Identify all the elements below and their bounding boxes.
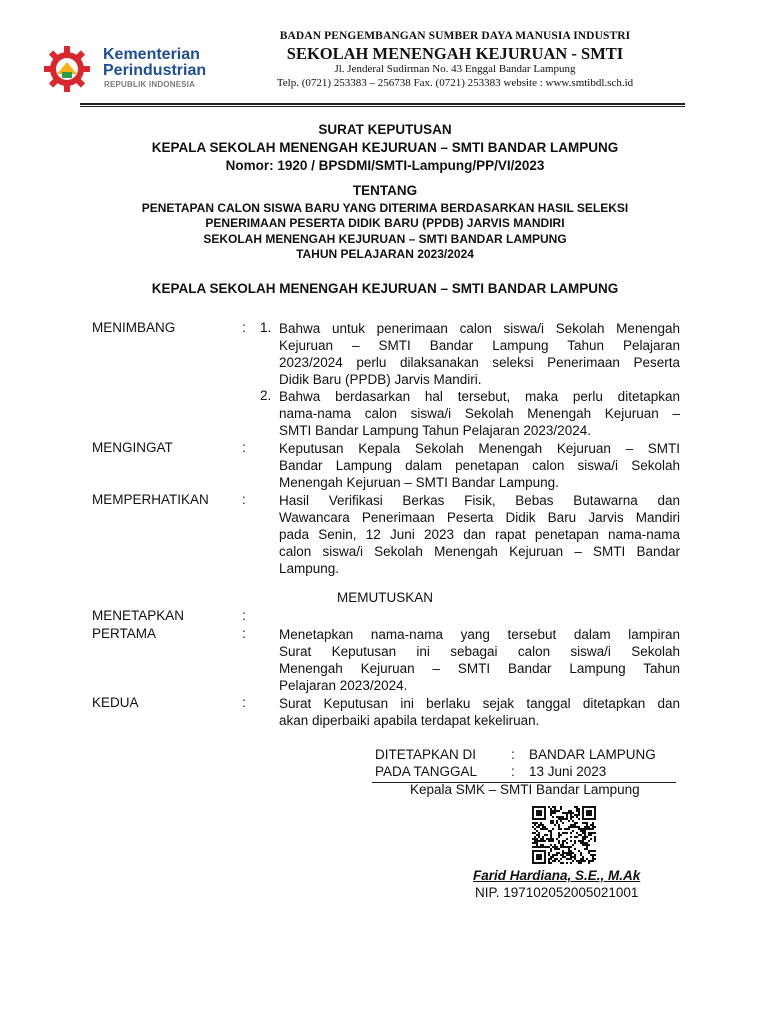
- noting-label: MEMPERHATIKAN: [92, 492, 209, 507]
- document-issuer: KEPALA SEKOLAH MENENGAH KEJURUAN – SMTI BANDAR LAMPUNG: [151, 140, 619, 155]
- signer-position: Kepala SMK – SMTI Bandar Lampung: [410, 782, 640, 797]
- noting-line: Hasil Verifikasi Berkas Fisik, Bebas Butawarna dan: [279, 493, 680, 508]
- decide-heading: [0, 590, 770, 605]
- second-line: akan diperbaiki apabila terdapat kekeliruan.: [279, 713, 540, 728]
- considering-point-2-line: SMTI Bandar Lampung Tahun Pelajaran 2023/2024.: [279, 423, 591, 438]
- about-line-3: SEKOLAH MENENGAH KEJURUAN – SMTI BANDAR LAMPUNG: [203, 232, 567, 246]
- set-at-colon: :: [511, 747, 515, 762]
- first-colon: :: [242, 626, 246, 641]
- school-contact: Telp. (0721) 253383 – 256738 Fax. (0721) 253383 website : www.smtibdl.sch.id: [276, 77, 634, 89]
- noting-line: Wawancara Penerimaan Peserta Didik Baru Jarvis Mandiri: [279, 510, 680, 525]
- noting-line: calon siswa/i Sekolah Menengah Kejuruan – SMTI Bandar: [279, 544, 680, 559]
- about-line-1: PENETAPAN CALON SISWA BARU YANG DITERIMA BERDASARKAN HASIL SELEKSI: [141, 201, 629, 215]
- date-value: 13 Juni 2023: [529, 764, 607, 779]
- date-colon: :: [511, 764, 515, 779]
- considering-point-1-line: 2023/2024 perlu dilaksanakan seleksi Penerimaan Peserta: [279, 355, 680, 370]
- about-line-4: TAHUN PELAJARAN 2023/2024: [296, 247, 474, 261]
- set-at-label: DITETAPKAN DI: [375, 747, 477, 762]
- set-at-value: BANDAR LAMPUNG: [529, 747, 656, 762]
- letterhead-rule-thin: [80, 106, 685, 107]
- first-line: Pelajaran 2023/2024.: [279, 678, 408, 693]
- noting-line: Lampung.: [279, 561, 340, 576]
- first-line: Menetapkan nama-nama yang tersebut dalam lampiran: [279, 627, 680, 642]
- considering-point-1-line: Bahwa untuk penerimaan calon siswa/i Sekolah Menengah: [279, 321, 680, 336]
- remembering-line: Menengah Kejuruan – SMTI Bandar Lampung.: [279, 475, 559, 490]
- considering-point-2-line: nama-nama calon siswa/i Sekolah Menengah Kejuruan –: [279, 406, 680, 421]
- considering-point-2-line: Bahwa berdasarkan hal tersebut, maka perlu ditetapkan: [279, 389, 680, 404]
- second-label: KEDUA: [92, 695, 139, 710]
- remembering-line: Bandar Lampung dalam penetapan calon siswa/i Sekolah: [279, 458, 680, 473]
- agency-name: BADAN PENGEMBANGAN SUMBER DAYA MANUSIA INDUSTRI: [279, 30, 631, 42]
- considering-point-1-line: Kejuruan – SMTI Bandar Lampung Tahun Pelajaran: [279, 338, 680, 353]
- establish-colon: :: [242, 608, 246, 623]
- considering-number-1: 1.: [260, 320, 272, 335]
- establish-label: MENETAPKAN: [92, 608, 185, 623]
- authority-heading: KEPALA SEKOLAH MENENGAH KEJURUAN – SMTI BANDAR LAMPUNG: [151, 281, 619, 296]
- first-line: Surat Keputusan ini sebagai calon siswa/i Sekolah: [279, 644, 680, 659]
- first-line: Menengah Kejuruan – SMTI Bandar Lampung Tahun: [279, 661, 680, 676]
- considering-point-1-line: Didik Baru (PPDB) Jarvis Mandiri.: [279, 372, 482, 387]
- decide-heading-text: MEMUTUSKAN: [336, 590, 433, 605]
- first-label: PERTAMA: [92, 626, 157, 641]
- considering-label: MENIMBANG: [92, 320, 176, 335]
- date-label: PADA TANGGAL: [375, 764, 478, 779]
- logo-text-republik: REPUBLIK INDONESIA: [104, 80, 196, 89]
- qr-code-icon: [532, 806, 596, 864]
- noting-line: pada Senin, 12 Juni 2023 dan rapat penetapan nama-nama: [279, 527, 680, 542]
- logo-text-perindustrian: Perindustrian: [103, 62, 207, 79]
- remembering-line: Keputusan Kepala Sekolah Menengah Kejuruan – SMTI: [279, 441, 680, 456]
- remembering-label: MENGINGAT: [92, 440, 173, 455]
- second-colon: :: [242, 695, 246, 710]
- second-line: Surat Keputusan ini berlaku sejak tanggal ditetapkan dan: [279, 696, 680, 711]
- considering-number-2: 2.: [260, 388, 272, 403]
- signer-name: Farid Hardiana, S.E., M.Ak: [473, 868, 641, 883]
- considering-colon: :: [242, 320, 246, 335]
- remembering-colon: :: [242, 440, 246, 455]
- school-address: Jl. Jenderal Sudirman No. 43 Enggal Bandar Lampung: [334, 63, 576, 75]
- logo-text-kementerian: Kementerian: [103, 46, 200, 63]
- about-label: TENTANG: [352, 183, 418, 198]
- letterhead-rule: [80, 103, 685, 105]
- document-number: Nomor: 1920 / BPSDMI/SMTI-Lampung/PP/VI/2023: [225, 158, 545, 173]
- school-name: SEKOLAH MENENGAH KEJURUAN - SMTI: [286, 44, 624, 63]
- about-line-2: PENERIMAAN PESERTA DIDIK BARU (PPDB) JARVIS MANDIRI: [205, 216, 565, 230]
- document-type: SURAT KEPUTUSAN: [318, 122, 452, 137]
- signer-nip: NIP. 197102052005021001: [475, 885, 639, 900]
- noting-colon: :: [242, 492, 246, 507]
